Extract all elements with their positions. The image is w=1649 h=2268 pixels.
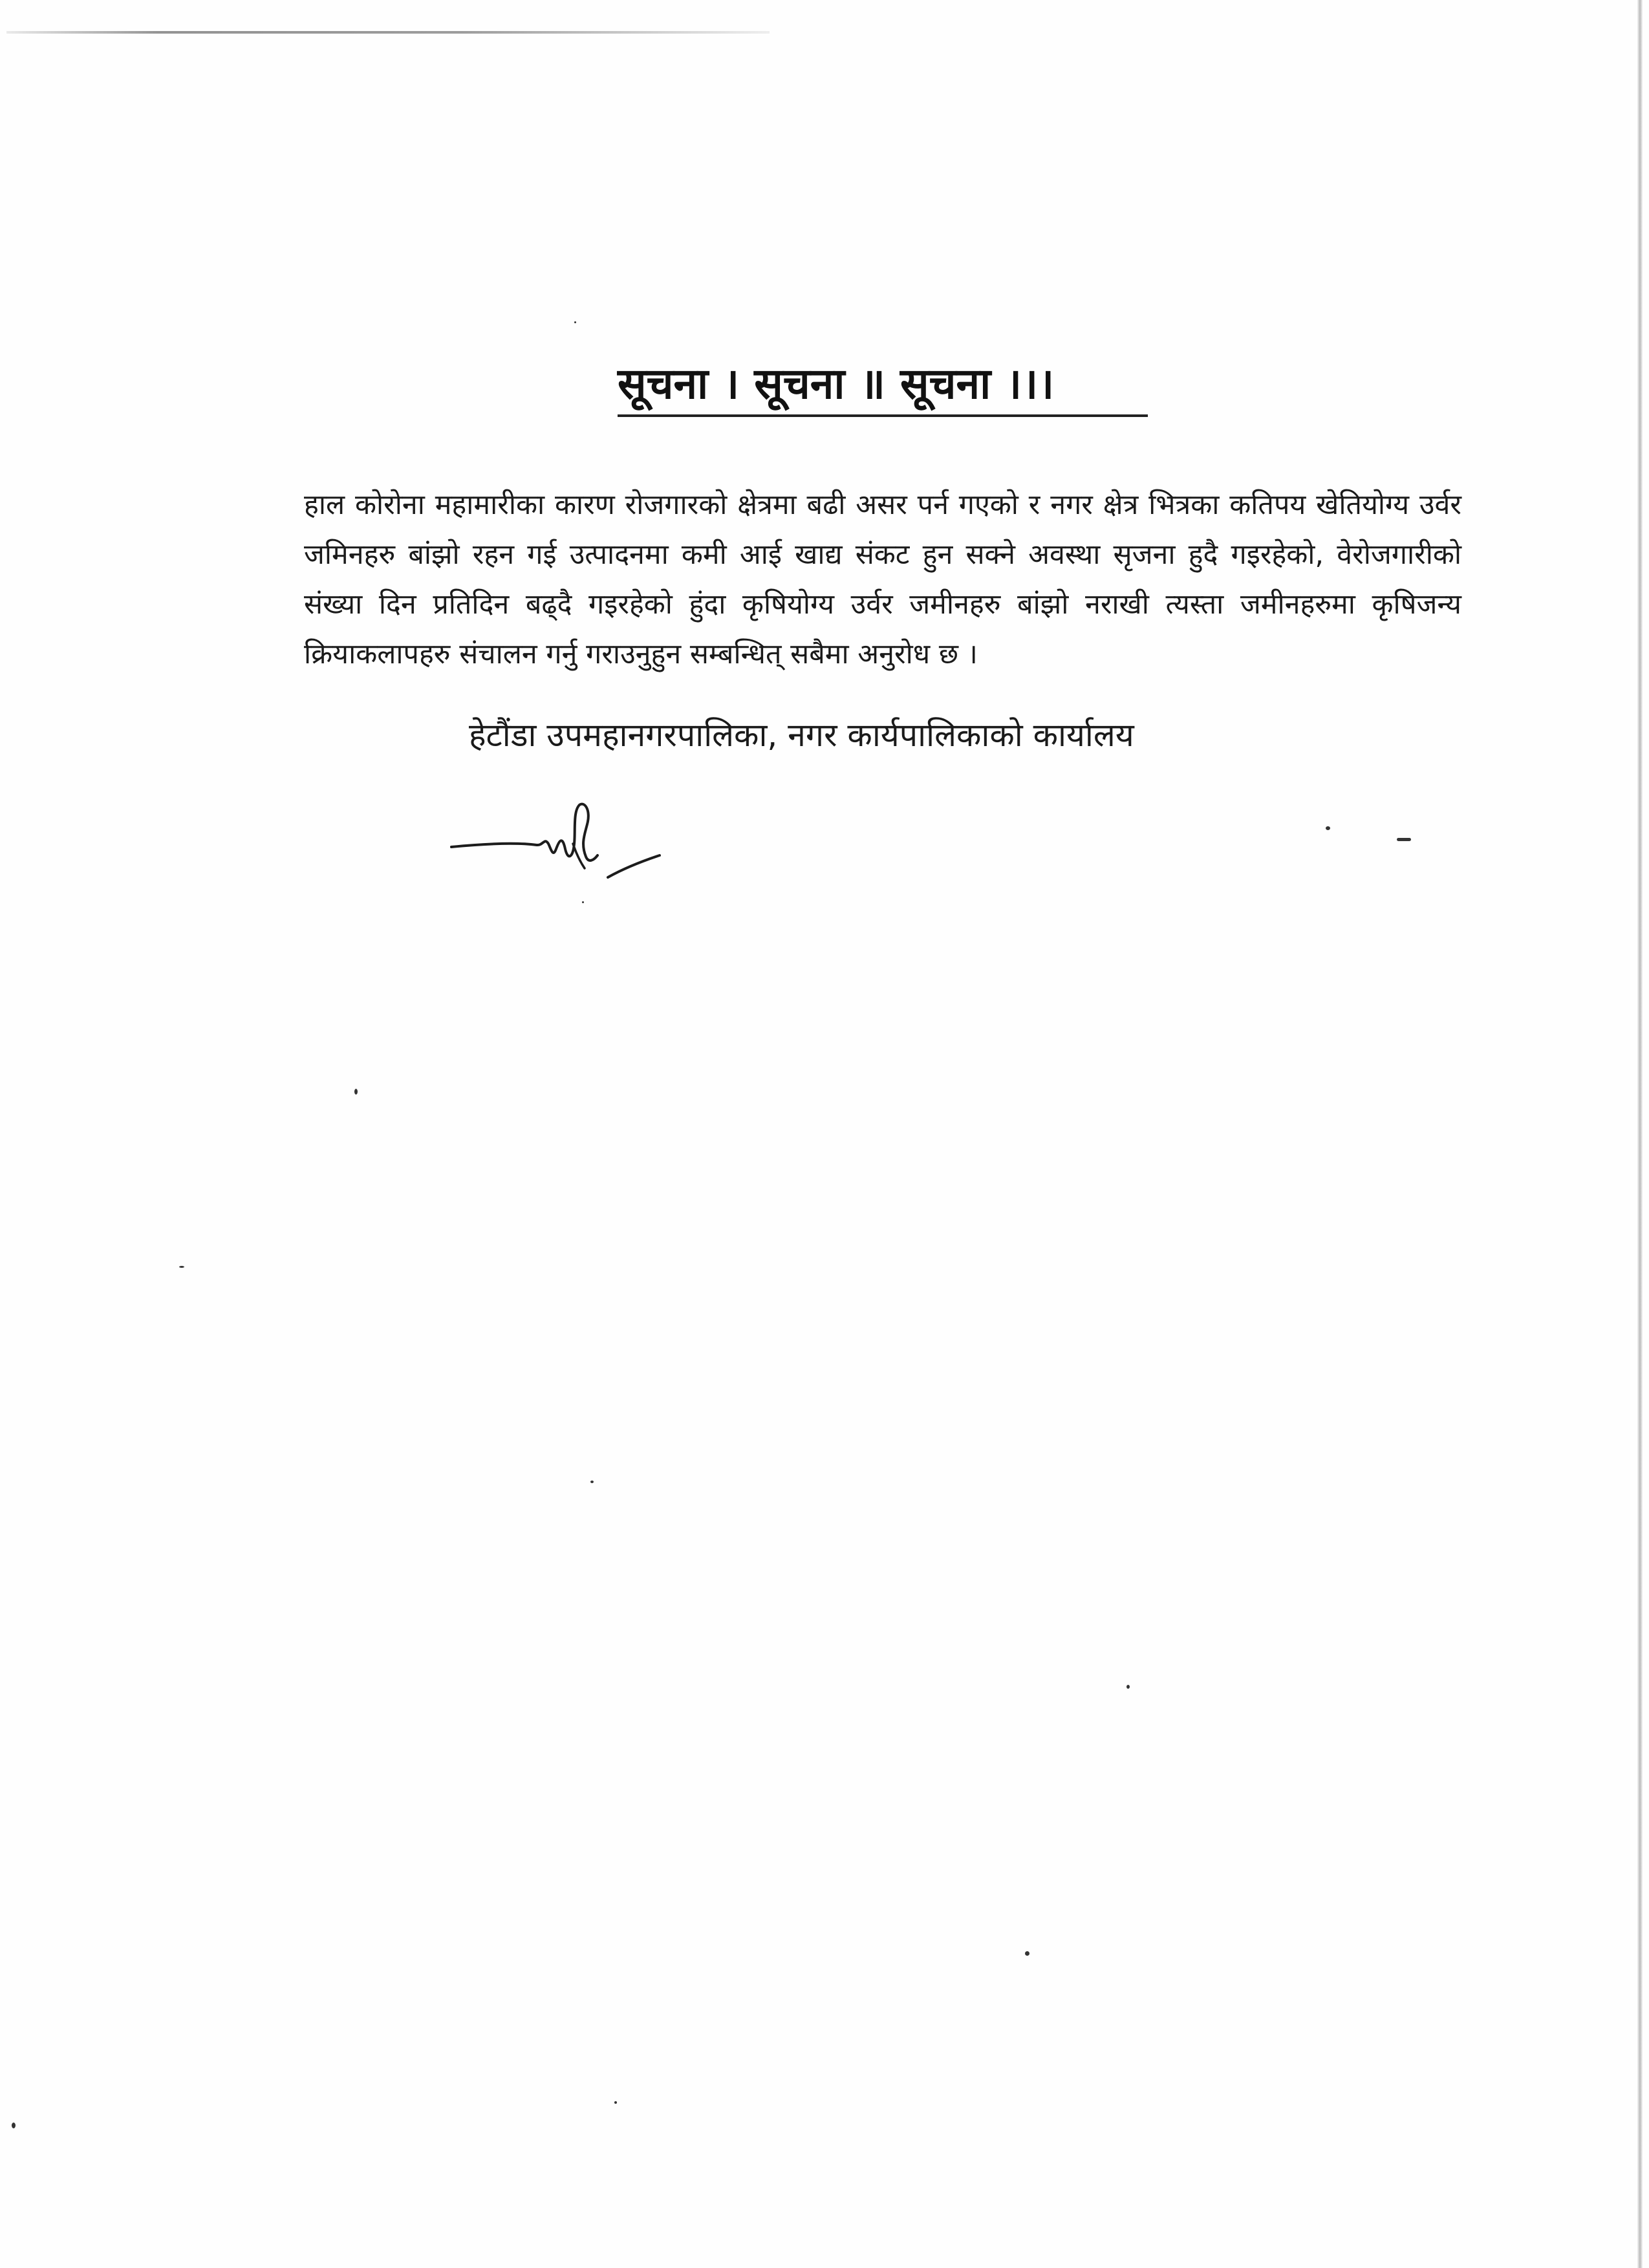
notice-body: हाल कोरोना महामारीका कारण रोजगारको क्षेत्रमा बढी असर पर्न गएको र नगर क्षेत्र भित्रका कतिपय खेतियोग्य उर्वर जमिनहरु बांझो रहन गई उत्पादनमा कमी आई खाद्य संकट हुन सक्ने अवस्था सृजना हुदै गइरहेको, वेरोजगारीको संख्या दिन प्रतिदिन बढ्दै गइरहेको हुंदा कृषियोग्य उर्वर जमीनहरु बांझो नराखी त्यस्ता जमीनहरुमा कृषिजन्य क्रियाकलापहरु संचालन गर्नु गराउनुहुन सम्बन्धित् सबैमा अनुरोध छ । — [304, 489, 1461, 670]
scan-speck — [582, 901, 584, 903]
scan-edge-line — [6, 31, 770, 34]
scan-speck — [1025, 1951, 1029, 1956]
scan-speck — [590, 1481, 594, 1483]
scan-speck — [1126, 1685, 1130, 1689]
notice-heading: सूचना । सूचना ॥ सूचना ।।। — [618, 355, 1148, 417]
scan-speck — [179, 1266, 184, 1268]
scan-speck — [1397, 838, 1411, 841]
issuing-office: हेटौंडा उपमहानगरपालिका, नगर कार्यपालिकाको कार्यालय — [469, 716, 1134, 754]
signature — [446, 798, 718, 889]
scan-speck — [354, 1089, 358, 1095]
scan-speck — [574, 321, 576, 323]
scan-speck — [1326, 826, 1330, 830]
scan-right-edge — [1637, 0, 1643, 2268]
scan-speck — [614, 2101, 617, 2104]
scan-speck — [12, 2123, 16, 2128]
